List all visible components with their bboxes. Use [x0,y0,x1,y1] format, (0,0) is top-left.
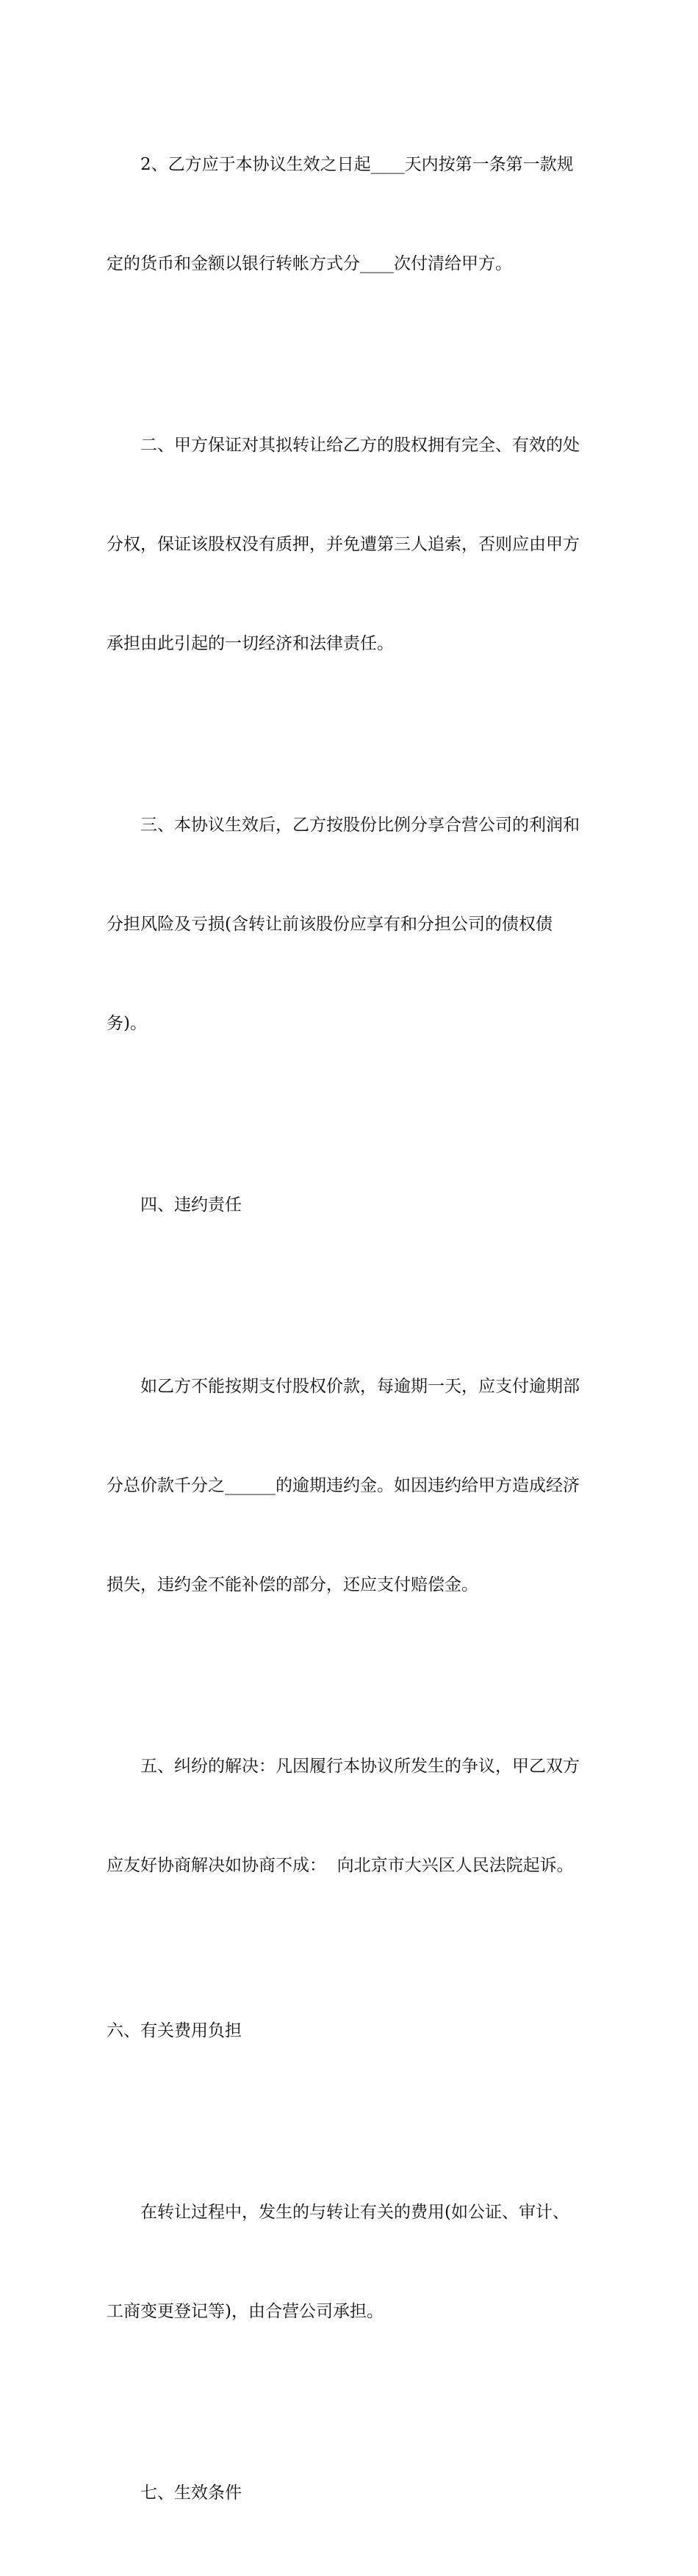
text-line: 五、纠纷的解决：凡因履行本协议所发生的争议，甲乙双方 [140,1757,580,1776]
text-line: 二、甲方保证对其拟转让给乙方的股权拥有完全、有效的处 [140,436,580,455]
clause-2-payment [107,82,595,347]
text-line: 承担由此引起的一切经济和法律责任。 [107,634,394,653]
heading-text: 七、生效条件 [140,2483,242,2503]
text-line: 工商变更登记等)，由合营公司承担。 [107,2302,384,2321]
text-line: 损失，违约金不能补偿的部分，还应支付赔偿金。 [107,1575,478,1594]
text-line: 三、本协议生效后，乙方按股份比例分享合营公司的利润和 [140,816,580,835]
section-heading-breach [107,1123,595,1288]
document-page [107,82,595,2576]
text-line: 定的货币和金额以银行转帐方式分____次付清给甲方。 [107,254,512,273]
text-line: 分总价款千分之______的逾期违约金。如因违约给甲方造成经济 [107,1476,580,1495]
clause-fees [107,2130,595,2395]
text-line: 分担风险及亏损(含转让前该股份应享有和分担公司的债权债 [107,915,553,934]
text-line: 分权，保证该股权没有质押，并免遭第三人追索，否则应由甲方 [107,535,580,554]
text-line: 务)。 [107,1014,147,1033]
section-heading-fees [107,1949,595,2114]
text-line: 应友好协商解决如协商不成： 向北京市大兴区人民法院起诉。 [107,1856,574,1875]
clause-3-profit-sharing [107,743,595,1107]
clause-breach-penalty [107,1304,595,1668]
heading-text: 四、违约责任 [140,1195,242,1215]
text-line: 在转让过程中，发生的与转让有关的费用(如公证、审计、 [140,2203,569,2222]
text-line: 如乙方不能按期支付股权价款，每逾期一天，应支付逾期部 [140,1377,580,1396]
heading-text: 六、有关费用负担 [107,2021,242,2040]
clause-dispute-resolution [107,1684,595,1949]
text-line: 2、乙方应于本协议生效之日起____天内按第一条第一款规 [140,155,574,174]
section-heading-effectiveness [107,2411,595,2576]
clause-2-warranty [107,363,595,727]
